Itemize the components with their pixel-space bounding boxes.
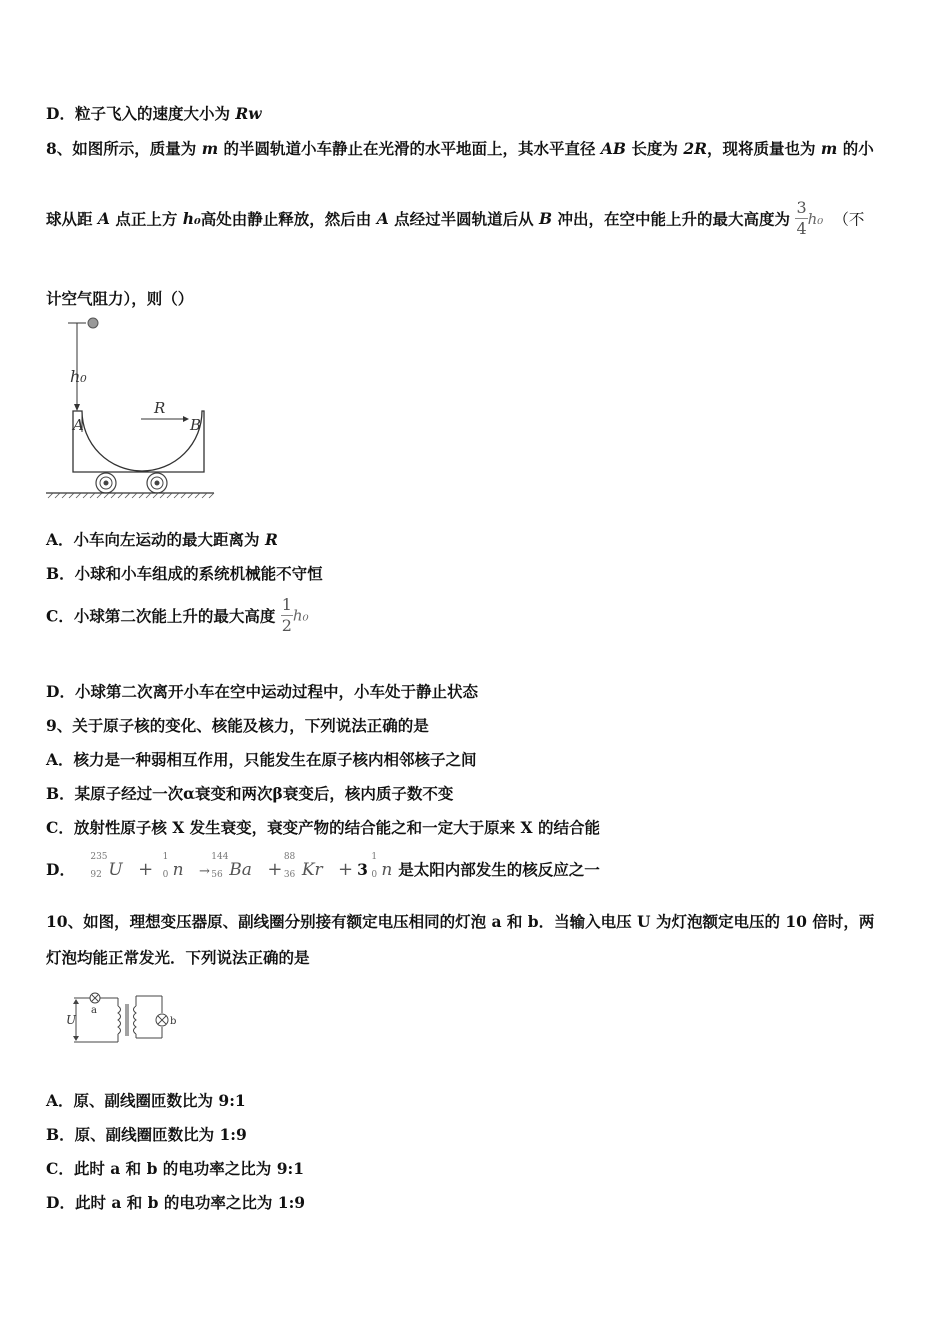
q8-stem-line3: 计空气阻力），则（） — [46, 289, 194, 308]
fraction-one-half: $\frac{1}{2}$ — [281, 595, 292, 635]
voltage-label: U — [66, 1013, 77, 1027]
lamp-a-icon — [90, 993, 100, 1003]
wheel-right-icon — [147, 473, 167, 493]
q10-transformer-figure — [66, 990, 184, 1046]
q10-stem-line1: 10、如图，理想变压器原、副线圈分别接有额定电压相同的灯泡 a 和 b．当输入电压 U 为灯泡额定电压的 10 倍时，两 — [46, 912, 875, 931]
q8-option-d: D．小球第二次离开小车在空中运动过程中，小车处于静止状态 — [46, 682, 478, 701]
q8-stem-line1: 8、如图所示，质量为 m 的半圆轨道小车静止在光滑的水平地面上，其水平直径 AB 长度为 2R，现将质量也为 m 的小 — [46, 139, 874, 158]
point-b-label: B — [190, 416, 202, 434]
lamp-a-label: a — [91, 1005, 97, 1016]
q10-stem-line2: 灯泡均能正常发光．下列说法正确的是 — [46, 948, 310, 967]
ball-icon — [88, 318, 98, 328]
q10-option-c: C．此时 a 和 b 的电功率之比为 9:1 — [46, 1159, 304, 1178]
q8-option-c: C．小球第二次能上升的最大高度 $\frac{1}{2}$ h₀ — [46, 595, 309, 635]
q10-option-a: A．原、副线圈匝数比为 9:1 — [46, 1091, 246, 1110]
q10-option-b: B．原、副线圈匝数比为 1:9 — [46, 1125, 247, 1144]
q9-stem: 9、关于原子核的变化、核能及核力，下列说法正确的是 — [46, 716, 429, 735]
wheel-left-icon — [96, 473, 116, 493]
nuclide-neutron: 1 0 n — [162, 852, 184, 880]
q10-option-d: D．此时 a 和 b 的电功率之比为 1:9 — [46, 1193, 306, 1212]
nuclide-neutron-3: 1 0 n — [371, 852, 393, 880]
radius-label: R — [154, 399, 166, 417]
q7-option-d: D．粒子飞入的速度大小为 Rw — [46, 104, 262, 123]
q9-option-a: A．核力是一种弱相互作用，只能发生在原子核内相邻核子之间 — [46, 750, 477, 769]
q8-option-a: A．小车向左运动的最大距离为 R — [46, 530, 278, 549]
q8-cart-figure — [46, 312, 218, 504]
nuclide-ba144: 144 56 Ba — [211, 852, 252, 880]
q9-option-d: D． 235 92 U + 1 0 n → 144 56 Ba + 88 36 Kr + 3 1 0 n 是太阳内部发生的核反应之一 — [46, 852, 600, 880]
nuclide-kr88: 88 36 Kr — [283, 852, 323, 880]
q8-option-b: B．小球和小车组成的系统机械能不守恒 — [46, 564, 323, 583]
lamp-b-icon — [156, 1014, 168, 1026]
q8-stem-line2: 球从距 A 点正上方 h₀高处由静止释放，然后由 A 点经过半圆轨道后从 B 冲出，在空中能上升的最大高度为 $\frac{3}{4}$ h₀ （不 — [46, 198, 865, 238]
point-a-label: A — [73, 416, 84, 434]
fraction-three-quarters: $\frac{3}{4}$ — [796, 198, 807, 238]
lamp-b-label: b — [170, 1016, 177, 1027]
nuclide-u235: 235 92 U — [90, 852, 123, 880]
q9-option-b: B．某原子经过一次α衰变和两次β衰变后，核内质子数不变 — [46, 784, 454, 803]
q9-option-c: C．放射性原子核 X 发生衰变，衰变产物的结合能之和一定大于原来 X 的结合能 — [46, 818, 600, 837]
h0-label: h₀ — [70, 367, 87, 386]
